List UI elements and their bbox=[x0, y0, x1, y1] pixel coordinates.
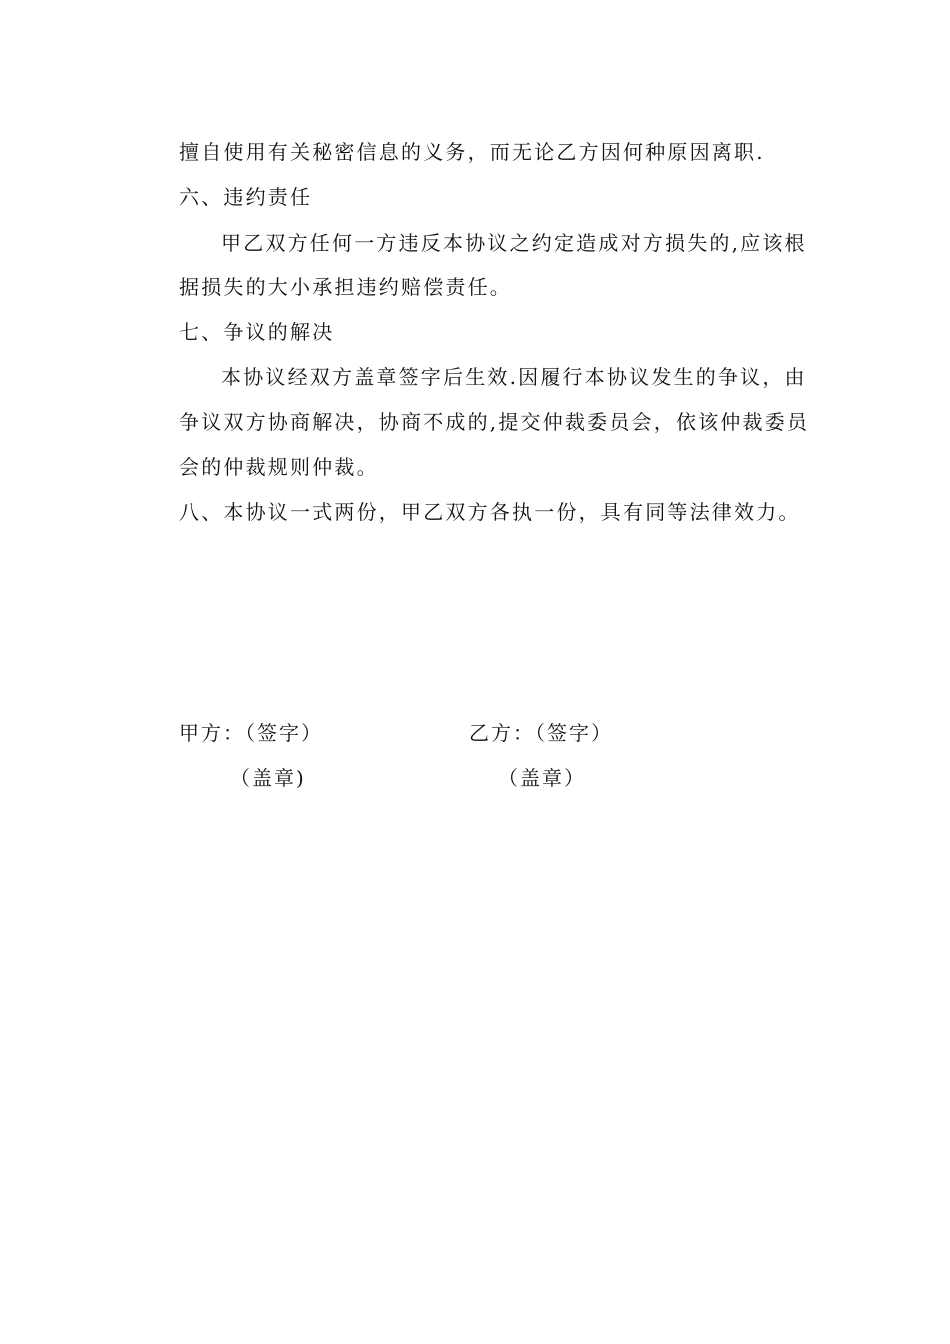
paragraph-dispute-line-3: 会的仲裁规则仲裁。 bbox=[179, 455, 379, 479]
clause-five-continuation: 擅自使用有关秘密信息的义务，而无论乙方因何种原因离职. bbox=[179, 140, 765, 164]
paragraph-breach-line-1: 甲乙双方任何一方违反本协议之约定造成对方损失的,应该根 bbox=[221, 231, 807, 255]
party-a-signature-label: 甲方：（签字） bbox=[179, 721, 323, 745]
party-b-stamp-label: （盖章） bbox=[498, 766, 586, 790]
section-heading-breach-liability: 六、违约责任 bbox=[179, 185, 313, 209]
section-heading-dispute-resolution: 七、争议的解决 bbox=[179, 320, 335, 344]
paragraph-breach-line-2: 据损失的大小承担违约赔偿责任。 bbox=[179, 275, 512, 299]
paragraph-dispute-line-1: 本协议经双方盖章签字后生效.因履行本协议发生的争议，由 bbox=[221, 365, 807, 389]
clause-eight-copies: 八、本协议一式两份，甲乙双方各执一份，具有同等法律效力。 bbox=[179, 500, 801, 524]
party-b-signature-label: 乙方：（签字） bbox=[469, 721, 613, 745]
party-a-stamp-label: （盖章) bbox=[230, 766, 306, 790]
paragraph-dispute-line-2: 争议双方协商解决，协商不成的,提交仲裁委员会，依该仲裁委员 bbox=[179, 410, 810, 434]
